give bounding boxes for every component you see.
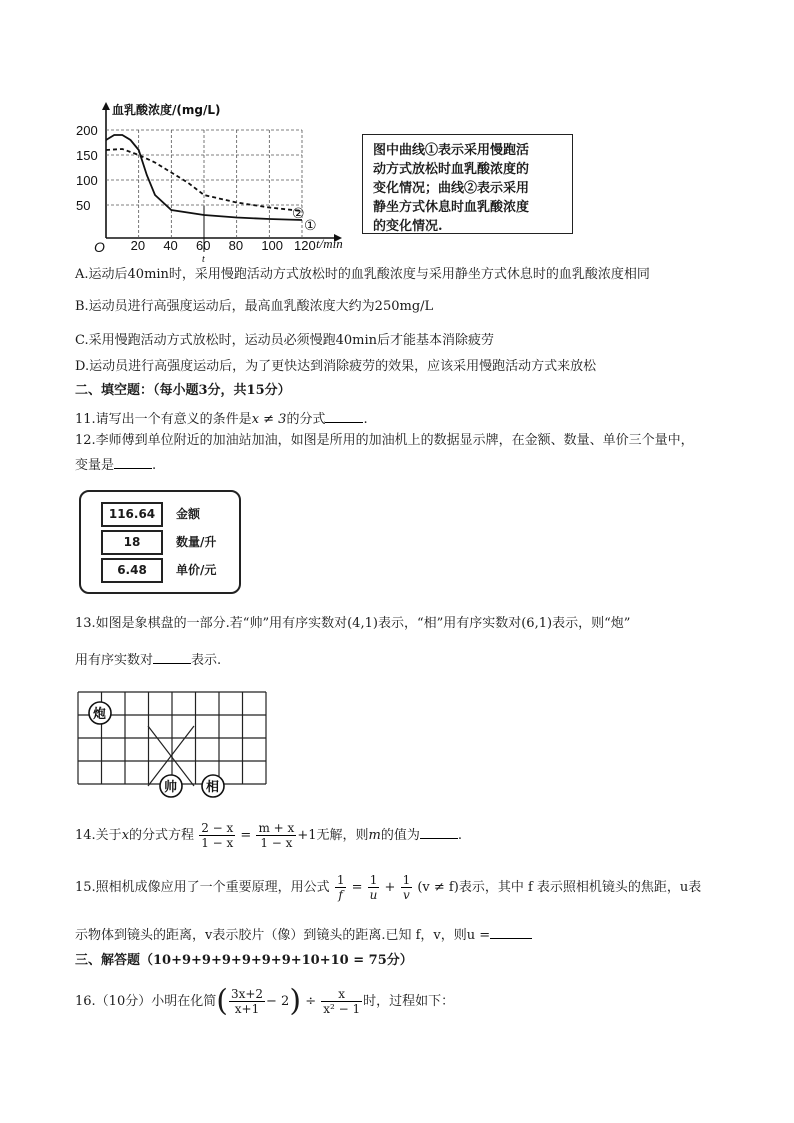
q14-tail: 的值为 — [380, 828, 420, 843]
q14-plus: +1无解，则 — [297, 828, 369, 843]
q14-eq: = — [240, 828, 252, 843]
note-line: 的变化情况. — [373, 219, 443, 234]
q13-pair-1: (4,1) — [347, 616, 378, 631]
q14-lead: 14.关于 — [75, 828, 122, 843]
q12-answer-blank[interactable] — [114, 456, 152, 469]
q11-condition: x ≠ 3 — [251, 412, 287, 427]
y-axis-label: 血乳酸浓度/(mg/L) — [112, 103, 221, 117]
section-3-heading — [75, 952, 413, 970]
q15-u-num: 1 — [368, 873, 380, 888]
chessboard — [76, 690, 276, 800]
q12-line-1: 12.李师傅到单位附近的加油站加油，如图是所用的加油机上的数据显示牌，在金额、数量、单价三个量中， — [75, 433, 694, 448]
xiang-piece-label: 相 — [206, 780, 220, 795]
q15-u-den: u — [369, 888, 378, 902]
q14-lhs-fraction — [199, 821, 235, 850]
q15-tail: 表示，其中 f 表示照相机镜头的焦距，u表 — [458, 880, 702, 895]
amount-label: 金额 — [176, 507, 201, 521]
fuel-display-panel — [79, 490, 241, 594]
q15-line-2-text: 示物体到镜头的距离，v表示胶片（像）到镜头的距离.已知 f，v，则u = — [75, 928, 491, 943]
q14-end: . — [457, 828, 462, 843]
q16-a-fraction — [229, 987, 265, 1016]
q12-line-2 — [75, 456, 156, 475]
q15-v-fraction — [401, 873, 413, 902]
q15-v-num: 1 — [402, 873, 411, 887]
q13-line-1 — [75, 615, 630, 633]
section-3-score: （10+9+9+9+9+9+9+10+10 = 75分） — [140, 953, 413, 968]
q16-lead: 16.（10分）小明在化简 — [75, 994, 217, 1009]
q11-text: 11.请写出一个有意义的条件是 — [75, 412, 252, 427]
q11-end: . — [363, 412, 368, 427]
q14-rhs-fraction — [256, 821, 296, 850]
q16-a-num: 3x+2 — [230, 987, 264, 1001]
q16-b-den: x² − 1 — [323, 1002, 361, 1016]
q13-text-b: 表示，“相”用有序实数对 — [377, 616, 522, 631]
q12-end: . — [152, 458, 157, 473]
q13-text-d: 用有序实数对 — [75, 653, 154, 668]
q11-tail: 的分式 — [286, 412, 326, 427]
y-tick-label: 150 — [76, 148, 98, 163]
q13-text-c: 表示，则“炮” — [552, 616, 631, 631]
note-line: 静坐方式休息时血乳酸浓度 — [373, 200, 530, 215]
x-tick-label: 40 — [163, 238, 178, 253]
q14-mid: 的分式方程 — [129, 828, 195, 843]
y-tick-label: 100 — [76, 173, 98, 188]
q15-condition: (v ≠ f) — [417, 880, 459, 895]
q13-line-2 — [75, 651, 221, 670]
q10-option-a: A.运动后40min时，采用慢跑活动方式放松时的血乳酸浓度与采用静坐方式休息时的血乳酸浓度相同 — [75, 267, 650, 282]
shuai-piece-label: 帅 — [164, 780, 178, 795]
x-tick-label: 100 — [261, 238, 284, 253]
q16-div: ÷ — [305, 994, 317, 1009]
q15-line-1 — [75, 870, 701, 906]
quantity-value: 18 — [101, 530, 163, 555]
q11-answer-blank[interactable] — [325, 410, 363, 423]
quantity-label: 数量/升 — [176, 535, 217, 549]
section-3-title: 三、解答题 — [75, 953, 141, 968]
unit-price-label: 单价/元 — [176, 563, 217, 577]
q15-lead: 15.照相机成像应用了一个重要原理，用公式 — [75, 880, 330, 895]
q16-open-paren: ( — [216, 983, 228, 1019]
section-2-title: 二、填空题： — [75, 383, 154, 398]
lactate-chart — [70, 98, 360, 266]
x-tick-label: 80 — [228, 238, 244, 253]
q16 — [75, 984, 454, 1020]
note-line: 变化情况；曲线②表示采用 — [373, 181, 530, 196]
q16-close-paren: ) — [289, 983, 302, 1019]
note-line: 动方式放松时血乳酸浓度的 — [373, 162, 530, 177]
q14-answer-blank[interactable] — [420, 826, 458, 839]
section-2-heading — [75, 382, 291, 400]
section-2-score: （每小题3分，共15分） — [153, 383, 291, 398]
q16-a-den: x+1 — [234, 1002, 260, 1016]
q14-lhs-num: 2 − x — [201, 821, 234, 835]
q15-f-fraction — [335, 873, 347, 902]
q15-eq: = — [351, 880, 363, 895]
q16-b-num: x — [321, 987, 362, 1002]
note-line: 图中曲线①表示采用慢跑活 — [373, 143, 530, 158]
curve-2-label: ② — [292, 206, 305, 222]
axis-origin: O — [94, 239, 105, 255]
pao-piece-label: 炮 — [93, 707, 107, 722]
x-tick-label: 60 — [196, 238, 211, 253]
unit-price-value: 6.48 — [101, 558, 163, 583]
q13-text-e: 表示. — [191, 653, 222, 668]
q10-option-c: C.采用慢跑活动方式放松时，运动员必须慢跑40min后才能基本消除疲劳 — [75, 333, 495, 348]
q13-text-a: 13.如图是象棋盘的一部分.若“帅”用有序实数对 — [75, 616, 348, 631]
q14-lhs-den: 1 − x — [201, 836, 234, 850]
chart-note-box — [362, 134, 573, 234]
x-axis-label: t/min — [316, 236, 343, 251]
q15-u-fraction — [368, 873, 380, 902]
q14-rhs-den: 1 − x — [260, 836, 293, 850]
q11 — [75, 410, 368, 429]
x-tick-label: 120 — [294, 238, 316, 253]
q15-v-den: v — [403, 888, 410, 902]
marker-t-label: t — [202, 254, 205, 265]
q15-plus: + — [384, 880, 396, 895]
q10-option-b: B.运动员进行高强度运动后，最高血乳酸浓度大约为250mg/L — [75, 299, 434, 314]
q13-pair-2: (6,1) — [521, 616, 553, 631]
amount-value: 116.64 — [101, 502, 163, 527]
q12-prompt: 变量是 — [75, 458, 115, 473]
q15-f-num: 1 — [336, 873, 345, 887]
y-tick-label: 50 — [76, 198, 91, 213]
q13-answer-blank[interactable] — [153, 651, 191, 664]
q14-rhs-num: m + x — [258, 821, 295, 835]
q16-b-fraction — [321, 987, 362, 1016]
q15-line-2 — [75, 926, 532, 945]
q16-tail: 时，过程如下： — [363, 994, 455, 1009]
y-axis-arrow — [102, 102, 110, 110]
q14-m: m — [368, 828, 381, 843]
curve-1-label: ① — [304, 218, 317, 234]
q15-f-den: f — [338, 888, 343, 902]
q16-minus: − 2 — [266, 994, 290, 1009]
q14-var: x — [121, 828, 130, 843]
x-tick-label: 20 — [130, 238, 146, 253]
q14 — [75, 818, 462, 854]
y-tick-label: 200 — [76, 123, 98, 138]
q10-option-d: D.运动员进行高强度运动后，为了更快达到消除疲劳的效果，应该采用慢跑活动方式来放松 — [75, 359, 597, 374]
q15-answer-blank[interactable] — [490, 926, 532, 939]
